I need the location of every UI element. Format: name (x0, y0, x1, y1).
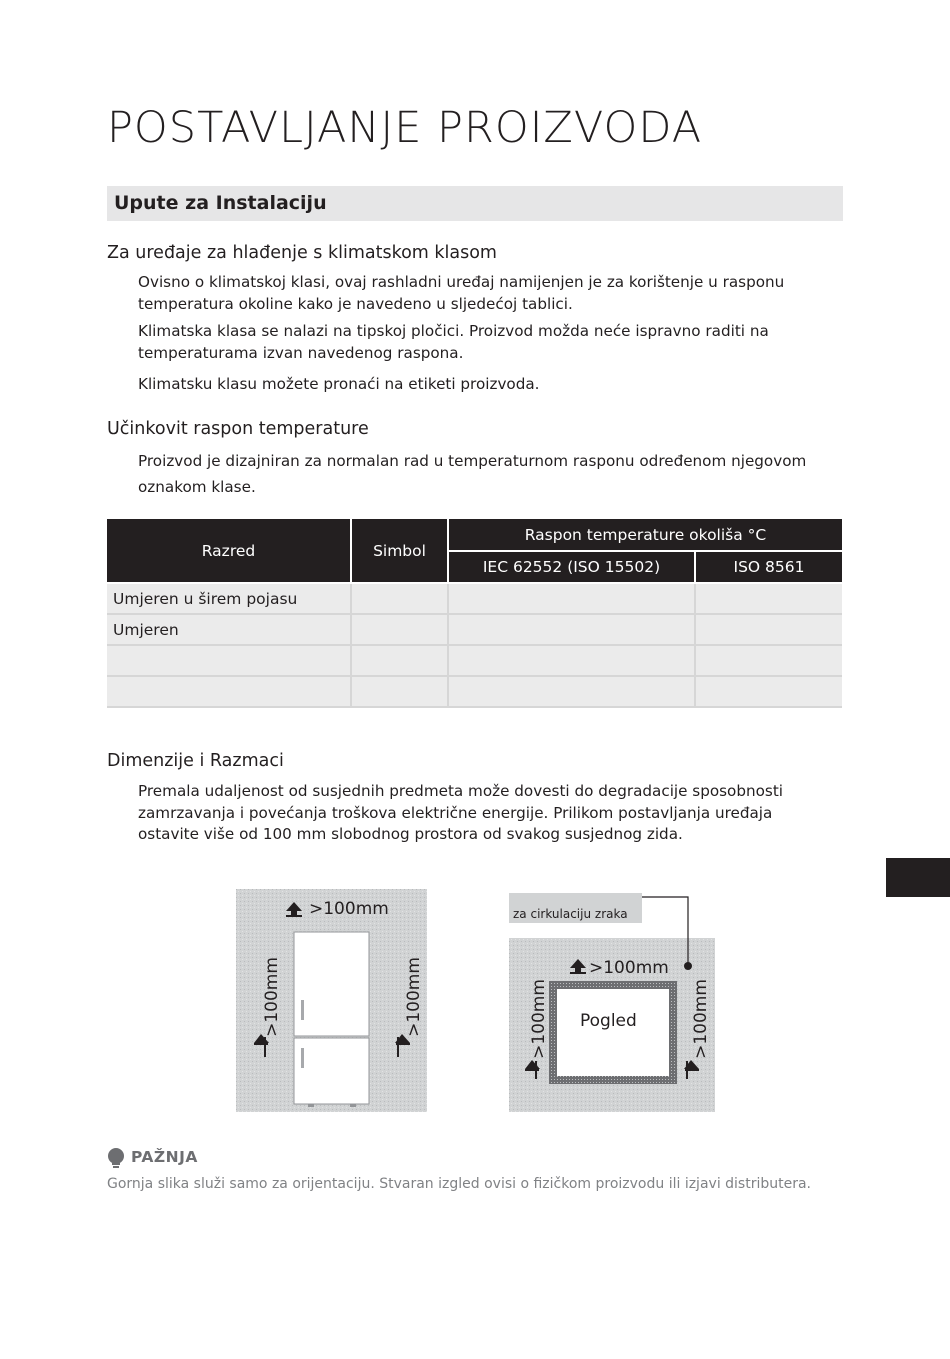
upper-handle (301, 1000, 304, 1020)
climate-class-heading: Za uređaje za hlađenje s klimatskom klasom (107, 243, 497, 263)
section-title: Upute za Instalaciju (114, 192, 327, 214)
dimensions-heading: Dimenzije i Razmaci (107, 751, 284, 771)
top-view-clearance-diagram (509, 893, 715, 1112)
header-symbol: Simbol (351, 519, 448, 583)
climate-class-paragraph-2: Klimatska klasa se nalazi na tipskoj pločici. Proizvod možda neće ispravno raditi na temperaturama izvan navedenog raspona. (138, 322, 769, 362)
page-title: POSTAVLJANJE PROIZVODA (107, 103, 703, 153)
top-view-left-clearance: >100mm (528, 979, 549, 1059)
note-title: PAŽNJA (131, 1148, 198, 1166)
table-cell (448, 583, 695, 614)
header-class: Razred (107, 519, 351, 583)
table-cell (448, 614, 695, 645)
top-view-top-clearance: >100mm (589, 958, 669, 978)
header-iec: IEC 62552 (ISO 15502) (448, 551, 695, 583)
climate-class-paragraph-1: Ovisno o klimatskoj klasi, ovaj rashladni uređaj namijenjen je za korištenje u rasponu temperatura okoline kako je navedeno u sljedećoj tablici. (138, 273, 785, 313)
front-clearance-diagram (236, 889, 427, 1112)
table-cell (107, 645, 351, 676)
table-cell (695, 645, 842, 676)
table-cell (351, 676, 448, 707)
table-cell (448, 645, 695, 676)
lower-handle (301, 1048, 304, 1068)
top-view-center-label: Pogled (580, 1011, 637, 1031)
section-header (107, 186, 843, 221)
front-right-clearance: >100mm (403, 957, 424, 1037)
front-left-clearance: >100mm (261, 957, 282, 1037)
fridge-upper-door (294, 932, 369, 1036)
table-cell (107, 676, 351, 707)
fridge-foot (308, 1104, 314, 1107)
callout-label: za cirkulaciju zraka (513, 907, 628, 921)
dimensions-paragraph: Premala udaljenost od susjednih predmeta može dovesti do degradacije sposobnosti zamrzavanja i povećanja troškova električne energije. Prilikom postavljanja uređaja ostavite više od 100 mm slobodnog prostora od svakog susjednog zida. (138, 782, 783, 843)
table-cell (695, 676, 842, 707)
top-view-right-clearance: >100mm (690, 979, 711, 1059)
table-cell (695, 614, 842, 645)
climate-class-table (107, 519, 842, 708)
temperature-range-heading: Učinkovit raspon temperature (107, 419, 369, 439)
table-cell (351, 645, 448, 676)
table-cell (695, 583, 842, 614)
table-row (107, 676, 842, 707)
chapter-tab (886, 858, 950, 897)
table-cell (351, 583, 448, 614)
table-row (107, 583, 842, 614)
lightbulb-icon (107, 1148, 125, 1168)
front-top-clearance: >100mm (309, 899, 389, 919)
table-cell (351, 614, 448, 645)
callout-dot (684, 962, 692, 970)
climate-class-paragraph-3: Klimatsku klasu možete pronaći na etiketi proizvoda. (138, 375, 540, 393)
fridge-foot (350, 1104, 356, 1107)
note-text: Gornja slika služi samo za orijentaciju. Stvaran izgled ovisi o fizičkom proizvodu ili izjavi distributera. (107, 1176, 812, 1192)
temperature-range-paragraph: Proizvod je dizajniran za normalan rad u temperaturnom rasponu određenom njegovom oznakom klase. (138, 452, 807, 496)
table-cell (448, 676, 695, 707)
fridge-lower-door (294, 1038, 369, 1104)
table-row (107, 614, 842, 645)
table-cell: Umjeren (107, 614, 351, 645)
table-cell: Umjeren u širem pojasu (107, 583, 351, 614)
table-row (107, 645, 842, 676)
header-range: Raspon temperature okoliša °C (448, 519, 842, 551)
fridge-top (557, 989, 669, 1076)
header-iso: ISO 8561 (695, 551, 842, 583)
